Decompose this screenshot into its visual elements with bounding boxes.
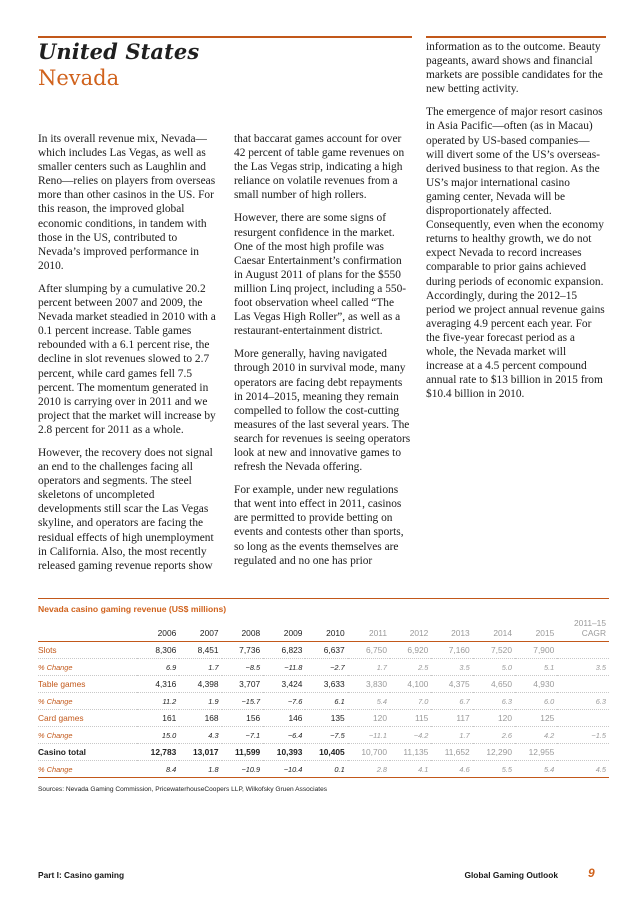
table-cell: 5.4 [515, 761, 557, 778]
heading-rule-right [426, 36, 606, 38]
table-cell: 5.0 [473, 659, 515, 676]
row-label: Card games [38, 710, 137, 727]
table-cell: −10.4 [263, 761, 305, 778]
table-cell: 4.2 [515, 727, 557, 744]
table-cell: 4.3 [179, 727, 221, 744]
paragraph: However, the recovery does not signal an end to the challenges facing all operators and segments. The steel skeletons of uncompleted developments still scar the Las Vegas skyline, and operators are facing the residual effects of high unemployment in California. Also, the most recently released gaming revenue reports show [38, 446, 214, 572]
paragraph: that baccarat games account for over 42 percent of table game revenues on the Las Vegas strip, indicating a high reliance on volatile revenues from a small number of high rollers. [234, 133, 405, 202]
paragraph: After slumping by a cumulative 20.2 percent between 2007 and 2009, the Nevada market steadied in 2010 with a 0.1 percent increase. Table games rebounded with a 6.1 percent rise, the decline in slot revenues slowed to 2.7 percent, while card games fell 7.5 percent. The momentum generated in 2010 is carrying over in 2011 and we project that the market will increase by 2.8 percent for 2011 as a whole. [38, 282, 216, 436]
table-cell: 146 [263, 710, 305, 727]
table-cell: 5.5 [473, 761, 515, 778]
header-year: 2014 [473, 618, 515, 642]
text-column-2 [234, 132, 412, 577]
table-cell: 4,316 [137, 676, 179, 693]
table-cell: 4,375 [431, 676, 472, 693]
header-year: 2012 [390, 618, 431, 642]
table-cell: 7,160 [431, 642, 472, 659]
paragraph: For example, under new regulations that went into effect in 2011, casinos are permitted to provide betting on events and contests other than sports, so long as the events themselves are regulated and no one has prior [234, 484, 404, 567]
table-cell: 11,135 [390, 744, 431, 761]
table-cell: 1.7 [348, 659, 390, 676]
table-cell: 2.6 [473, 727, 515, 744]
table-row-change [38, 693, 609, 710]
row-label: % Change [38, 727, 137, 744]
sources-note: Sources: Nevada Gaming Commission, PricewaterhouseCoopers LLP, Wilkofsky Gruen Associates [38, 786, 328, 793]
table-cell: 6,823 [263, 642, 305, 659]
header-year: 2009 [263, 618, 305, 642]
table-cell: 12,783 [137, 744, 179, 761]
table-cell: −6.4 [263, 727, 305, 744]
text-column-1 [38, 132, 220, 582]
table-cell: 4,930 [515, 676, 557, 693]
table-cell: 7,900 [515, 642, 557, 659]
table-top-rule [38, 598, 609, 599]
table-cell: 7,736 [222, 642, 264, 659]
table-cell: −8.5 [222, 659, 264, 676]
revenue-table [38, 618, 609, 778]
table-cell: −11.8 [263, 659, 305, 676]
table-cell: 13,017 [179, 744, 221, 761]
table-cell: 5.1 [515, 659, 557, 676]
table-row-change [38, 659, 609, 676]
table-cell: 6,920 [390, 642, 431, 659]
table-cell: 1.8 [179, 761, 221, 778]
table-cell: 7.0 [390, 693, 431, 710]
table-cell: 0.1 [305, 761, 347, 778]
table-cell: 6,750 [348, 642, 390, 659]
cagr-cell: 4.5 [557, 761, 609, 778]
text-column-3 [426, 40, 606, 410]
cagr-cell: 6.3 [557, 693, 609, 710]
row-label: Table games [38, 676, 137, 693]
paragraph: In its overall revenue mix, Nevada—which includes Las Vegas, as well as smaller centers such as Laughlin and Reno—relies on players from overseas more than other casinos in the US. For this reason, the improved global economic conditions, in tandem with those in the US, contributed to Nevada’s improved performance in 2010. [38, 133, 216, 272]
paragraph: information as to the outcome. Beauty pageants, award shows and financial markets are possible candidates for the new betting activity. [426, 41, 603, 96]
table-cell: −7.5 [305, 727, 347, 744]
table-cell: 15.0 [137, 727, 179, 744]
header-year: 2008 [222, 618, 264, 642]
footer-publication-title: Global Gaming Outlook [464, 870, 558, 880]
row-label: Casino total [38, 744, 137, 761]
row-label: Slots [38, 642, 137, 659]
row-label: % Change [38, 761, 137, 778]
table-cell: −10.9 [222, 761, 264, 778]
table-cell: −7.6 [263, 693, 305, 710]
table-cell: 6.1 [305, 693, 347, 710]
table-cell: 3,633 [305, 676, 347, 693]
table-cell: 3,830 [348, 676, 390, 693]
table-cell: 120 [473, 710, 515, 727]
table-cell: 117 [431, 710, 472, 727]
page-number: 9 [588, 866, 595, 880]
table-cell: −11.1 [348, 727, 390, 744]
header-year: 2011 [348, 618, 390, 642]
table-cell: 6.0 [515, 693, 557, 710]
table-row-change [38, 727, 609, 744]
table-cell: 11,652 [431, 744, 472, 761]
table-cell: 10,393 [263, 744, 305, 761]
table-cell: 11,599 [222, 744, 264, 761]
table-cell: 2.8 [348, 761, 390, 778]
table-cell: 6,637 [305, 642, 347, 659]
table-cell: 10,700 [348, 744, 390, 761]
table-cell: 3.5 [431, 659, 472, 676]
table-cell: 4,100 [390, 676, 431, 693]
table-cell: 135 [305, 710, 347, 727]
cagr-cell [557, 642, 609, 659]
cagr-cell [557, 744, 609, 761]
paragraph: The emergence of major resort casinos in Asia Pacific—often (as in Macau) operated by US-based companies—will divert some of the US’s overseas-derived business to that region. As the US’s major international casino gaming center, Nevada will be disproportionately affected. Consequently, even when the economy returns to healthy growth, we do not expect Nevada to record increases comparable to prior gains achieved during periods of economic expansion. Accordingly, during the 2012–15 period we project annual revenue gains averaging 4.9 percent each year. For the five-year forecast period as a whole, the Nevada market will increase at a 4.5 percent compound annual rate to $13 billion in 2015 from $10.4 billion in 2010. [426, 106, 605, 401]
row-label: % Change [38, 659, 137, 676]
table-cell: 1.9 [179, 693, 221, 710]
table-cell: 8.4 [137, 761, 179, 778]
table-cell: 125 [515, 710, 557, 727]
table-cell: 11.2 [137, 693, 179, 710]
cagr-cell: −1.5 [557, 727, 609, 744]
table-cell: 3,707 [222, 676, 264, 693]
paragraph: However, there are some signs of resurgent confidence in the market. One of the most high profile was Caesar Entertainment’s confirmation in August 2011 of plans for the $550 million Linq project, including a 550-foot observation wheel called “The Las Vegas High Roller”, as well as a restaurant-entertainment district. [234, 212, 407, 338]
header-label-cell [38, 618, 137, 642]
table-row-change [38, 761, 609, 778]
page-subtitle: Nevada [38, 66, 120, 90]
table-cell: 4.6 [431, 761, 472, 778]
page-title: United States [38, 39, 200, 64]
table-cell: 5.4 [348, 693, 390, 710]
table-row [38, 676, 609, 693]
header-year: 2015 [515, 618, 557, 642]
table-cell: 10,405 [305, 744, 347, 761]
header-year: 2006 [137, 618, 179, 642]
table-cell: 4,650 [473, 676, 515, 693]
table-cell: 156 [222, 710, 264, 727]
table-cell: −2.7 [305, 659, 347, 676]
table-cell: 4.1 [390, 761, 431, 778]
revenue-table-section [38, 598, 609, 793]
table-cell: 7,520 [473, 642, 515, 659]
table-cell: 4,398 [179, 676, 221, 693]
row-label: % Change [38, 693, 137, 710]
cagr-cell: 3.5 [557, 659, 609, 676]
table-header-row [38, 618, 609, 642]
table-cell: −4.2 [390, 727, 431, 744]
table-cell: 115 [390, 710, 431, 727]
header-year: 2013 [431, 618, 472, 642]
table-cell: −15.7 [222, 693, 264, 710]
cagr-cell [557, 676, 609, 693]
paragraph: More generally, having navigated through 2010 in survival mode, many operators are facing debt repayments in 2014–2015, meaning they remain compelled to follow the cost-cutting measures of the last several years. The search for revenues is seeing operators look at new and innovative games to refresh the Nevada offering. [234, 348, 411, 474]
table-cell: 8,451 [179, 642, 221, 659]
table-row [38, 642, 609, 659]
table-cell: 8,306 [137, 642, 179, 659]
cagr-label: CAGR [581, 628, 606, 638]
table-cell: 12,290 [473, 744, 515, 761]
table-cell: 6.3 [473, 693, 515, 710]
table-cell: 1.7 [431, 727, 472, 744]
table-cell: 6.9 [137, 659, 179, 676]
header-year: 2007 [179, 618, 221, 642]
table-cell: −7.1 [222, 727, 264, 744]
cagr-cell [557, 710, 609, 727]
table-cell: 12,955 [515, 744, 557, 761]
table-row [38, 710, 609, 727]
table-cell: 1.7 [179, 659, 221, 676]
header-cagr [557, 618, 609, 642]
footer-section-label: Part I: Casino gaming [38, 870, 125, 880]
table-cell: 161 [137, 710, 179, 727]
table-cell: 6.7 [431, 693, 472, 710]
table-title: Nevada casino gaming revenue (US$ millions) [38, 604, 227, 614]
table-row [38, 744, 609, 761]
table-cell: 2.5 [390, 659, 431, 676]
table-body [38, 642, 609, 778]
table-cell: 168 [179, 710, 221, 727]
heading-rule-left [38, 36, 412, 38]
table-cell: 120 [348, 710, 390, 727]
table-cell: 3,424 [263, 676, 305, 693]
cagr-period: 2011–15 [574, 618, 606, 628]
header-year: 2010 [305, 618, 347, 642]
